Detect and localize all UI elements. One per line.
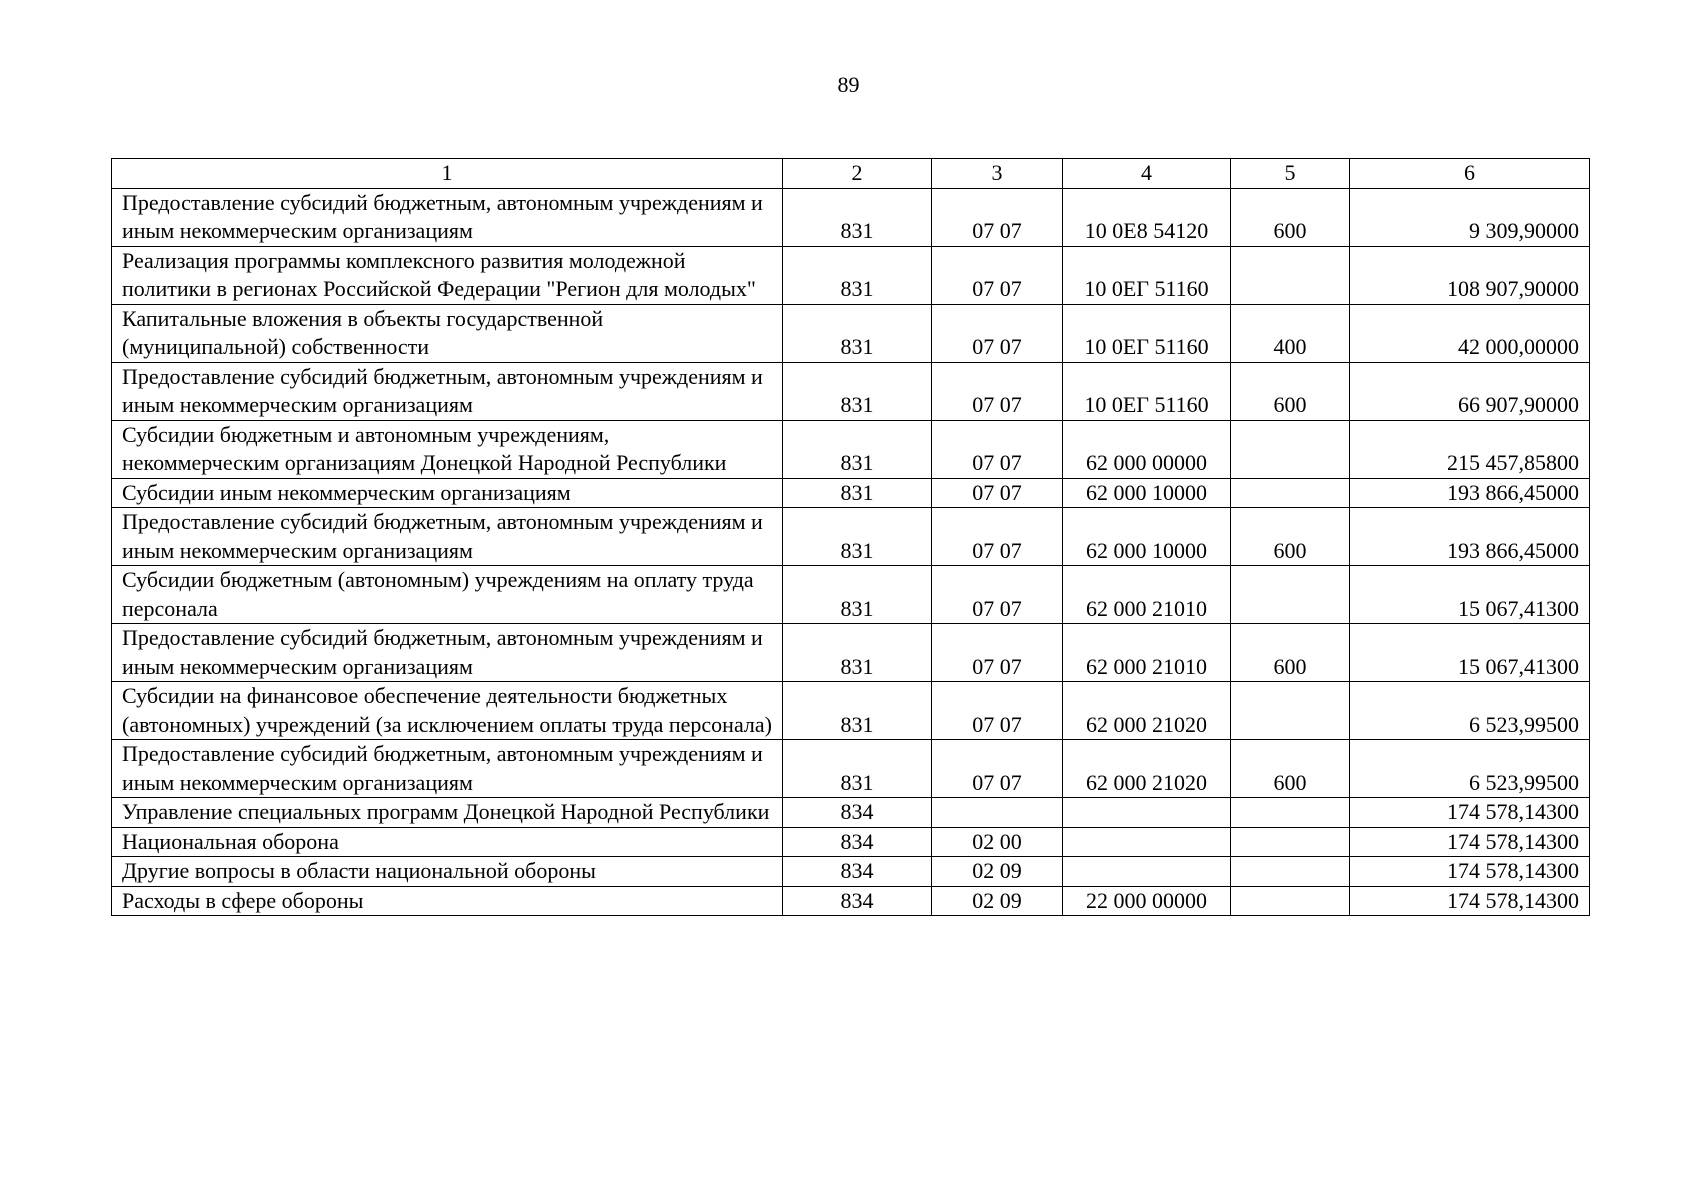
table-row — [112, 682, 1590, 740]
table-row — [112, 857, 1590, 887]
amount-cell: 174 578,14300 — [1350, 827, 1590, 857]
page-number: 89 — [837, 72, 860, 97]
expense-type-cell — [1231, 566, 1350, 624]
section-code-cell: 07 07 — [932, 740, 1063, 798]
column-header-3: 3 — [932, 159, 1063, 189]
amount-cell: 15 067,41300 — [1350, 566, 1590, 624]
section-code-cell: 07 07 — [932, 478, 1063, 508]
expense-type-cell: 600 — [1231, 508, 1350, 566]
section-code-cell: 07 07 — [932, 508, 1063, 566]
amount-cell: 174 578,14300 — [1350, 857, 1590, 887]
expense-type-cell — [1231, 682, 1350, 740]
row-name-cell: Субсидии бюджетным и автономным учреждениям, некоммерческим организациям Донецкой Народной Республики — [112, 420, 783, 478]
target-article-cell: 62 000 21020 — [1063, 682, 1231, 740]
expense-type-cell: 600 — [1231, 188, 1350, 246]
row-name-cell: Другие вопросы в области национальной обороны — [112, 857, 783, 887]
expense-type-cell — [1231, 857, 1350, 887]
section-code-cell: 07 07 — [932, 624, 1063, 682]
amount-cell: 66 907,90000 — [1350, 362, 1590, 420]
budget-table — [111, 158, 1590, 916]
table-row — [112, 246, 1590, 304]
header-row — [112, 159, 1590, 189]
column-header-5: 5 — [1231, 159, 1350, 189]
amount-cell: 174 578,14300 — [1350, 798, 1590, 828]
expense-type-cell — [1231, 886, 1350, 916]
ved-code-cell: 831 — [783, 188, 932, 246]
section-code-cell — [932, 798, 1063, 828]
row-name-cell: Предоставление субсидий бюджетным, автономным учреждениям и иным некоммерческим организациям — [112, 624, 783, 682]
row-name-cell: Предоставление субсидий бюджетным, автономным учреждениям и иным некоммерческим организациям — [112, 188, 783, 246]
target-article-cell — [1063, 857, 1231, 887]
expense-type-cell — [1231, 246, 1350, 304]
row-name-cell: Предоставление субсидий бюджетным, автономным учреждениям и иным некоммерческим организациям — [112, 508, 783, 566]
ved-code-cell: 831 — [783, 566, 932, 624]
ved-code-cell: 834 — [783, 857, 932, 887]
table-row — [112, 188, 1590, 246]
table-row — [112, 740, 1590, 798]
column-header-1: 1 — [112, 159, 783, 189]
expense-type-cell: 600 — [1231, 624, 1350, 682]
amount-cell: 193 866,45000 — [1350, 478, 1590, 508]
target-article-cell: 10 0ЕГ 51160 — [1063, 362, 1231, 420]
ved-code-cell: 831 — [783, 420, 932, 478]
target-article-cell: 62 000 21010 — [1063, 566, 1231, 624]
expense-type-cell — [1231, 827, 1350, 857]
section-code-cell: 07 07 — [932, 188, 1063, 246]
row-name-cell: Управление специальных программ Донецкой Народной Республики — [112, 798, 783, 828]
column-header-6: 6 — [1350, 159, 1590, 189]
section-code-cell: 02 09 — [932, 886, 1063, 916]
section-code-cell: 07 07 — [932, 566, 1063, 624]
row-name-cell: Субсидии иным некоммерческим организациям — [112, 478, 783, 508]
expense-type-cell — [1231, 478, 1350, 508]
target-article-cell: 10 0Е8 54120 — [1063, 188, 1231, 246]
target-article-cell: 62 000 10000 — [1063, 508, 1231, 566]
row-name-cell: Субсидии бюджетным (автономным) учреждениям на оплату труда персонала — [112, 566, 783, 624]
ved-code-cell: 831 — [783, 478, 932, 508]
table-row — [112, 798, 1590, 828]
target-article-cell: 62 000 21010 — [1063, 624, 1231, 682]
expense-type-cell: 600 — [1231, 362, 1350, 420]
section-code-cell: 07 07 — [932, 246, 1063, 304]
row-name-cell: Расходы в сфере обороны — [112, 886, 783, 916]
row-name-cell: Реализация программы комплексного развития молодежной политики в регионах Российской Федерации "Регион для молодых" — [112, 246, 783, 304]
row-name-cell: Предоставление субсидий бюджетным, автономным учреждениям и иным некоммерческим организациям — [112, 362, 783, 420]
target-article-cell: 62 000 21020 — [1063, 740, 1231, 798]
ved-code-cell: 834 — [783, 886, 932, 916]
table-row — [112, 304, 1590, 362]
target-article-cell — [1063, 827, 1231, 857]
ved-code-cell: 831 — [783, 304, 932, 362]
target-article-cell: 22 000 00000 — [1063, 886, 1231, 916]
section-code-cell: 07 07 — [932, 362, 1063, 420]
expense-type-cell: 400 — [1231, 304, 1350, 362]
target-article-cell: 10 0ЕГ 51160 — [1063, 304, 1231, 362]
amount-cell: 215 457,85800 — [1350, 420, 1590, 478]
ved-code-cell: 834 — [783, 798, 932, 828]
ved-code-cell: 831 — [783, 740, 932, 798]
ved-code-cell: 831 — [783, 246, 932, 304]
section-code-cell: 07 07 — [932, 682, 1063, 740]
target-article-cell — [1063, 798, 1231, 828]
amount-cell: 6 523,99500 — [1350, 682, 1590, 740]
section-code-cell: 07 07 — [932, 304, 1063, 362]
row-name-cell: Капитальные вложения в объекты государственной (муниципальной) собственности — [112, 304, 783, 362]
amount-cell: 108 907,90000 — [1350, 246, 1590, 304]
ved-code-cell: 831 — [783, 508, 932, 566]
row-name-cell: Национальная оборона — [112, 827, 783, 857]
amount-cell: 6 523,99500 — [1350, 740, 1590, 798]
column-header-2: 2 — [783, 159, 932, 189]
amount-cell: 174 578,14300 — [1350, 886, 1590, 916]
table-row — [112, 508, 1590, 566]
table-row — [112, 566, 1590, 624]
target-article-cell: 62 000 00000 — [1063, 420, 1231, 478]
table-row — [112, 886, 1590, 916]
expense-type-cell — [1231, 798, 1350, 828]
amount-cell: 9 309,90000 — [1350, 188, 1590, 246]
ved-code-cell: 834 — [783, 827, 932, 857]
table-row — [112, 827, 1590, 857]
amount-cell: 15 067,41300 — [1350, 624, 1590, 682]
table-row — [112, 420, 1590, 478]
expense-type-cell — [1231, 420, 1350, 478]
table-row — [112, 478, 1590, 508]
amount-cell: 193 866,45000 — [1350, 508, 1590, 566]
expense-type-cell: 600 — [1231, 740, 1350, 798]
column-header-4: 4 — [1063, 159, 1231, 189]
amount-cell: 42 000,00000 — [1350, 304, 1590, 362]
table-row — [112, 624, 1590, 682]
ved-code-cell: 831 — [783, 362, 932, 420]
target-article-cell: 62 000 10000 — [1063, 478, 1231, 508]
section-code-cell: 02 09 — [932, 857, 1063, 887]
section-code-cell: 07 07 — [932, 420, 1063, 478]
row-name-cell: Предоставление субсидий бюджетным, автономным учреждениям и иным некоммерческим организациям — [112, 740, 783, 798]
target-article-cell: 10 0ЕГ 51160 — [1063, 246, 1231, 304]
section-code-cell: 02 00 — [932, 827, 1063, 857]
row-name-cell: Субсидии на финансовое обеспечение деятельности бюджетных (автономных) учреждений (за исключением оплаты труда персонала) — [112, 682, 783, 740]
ved-code-cell: 831 — [783, 624, 932, 682]
table-body — [112, 188, 1590, 916]
table-row — [112, 362, 1590, 420]
ved-code-cell: 831 — [783, 682, 932, 740]
